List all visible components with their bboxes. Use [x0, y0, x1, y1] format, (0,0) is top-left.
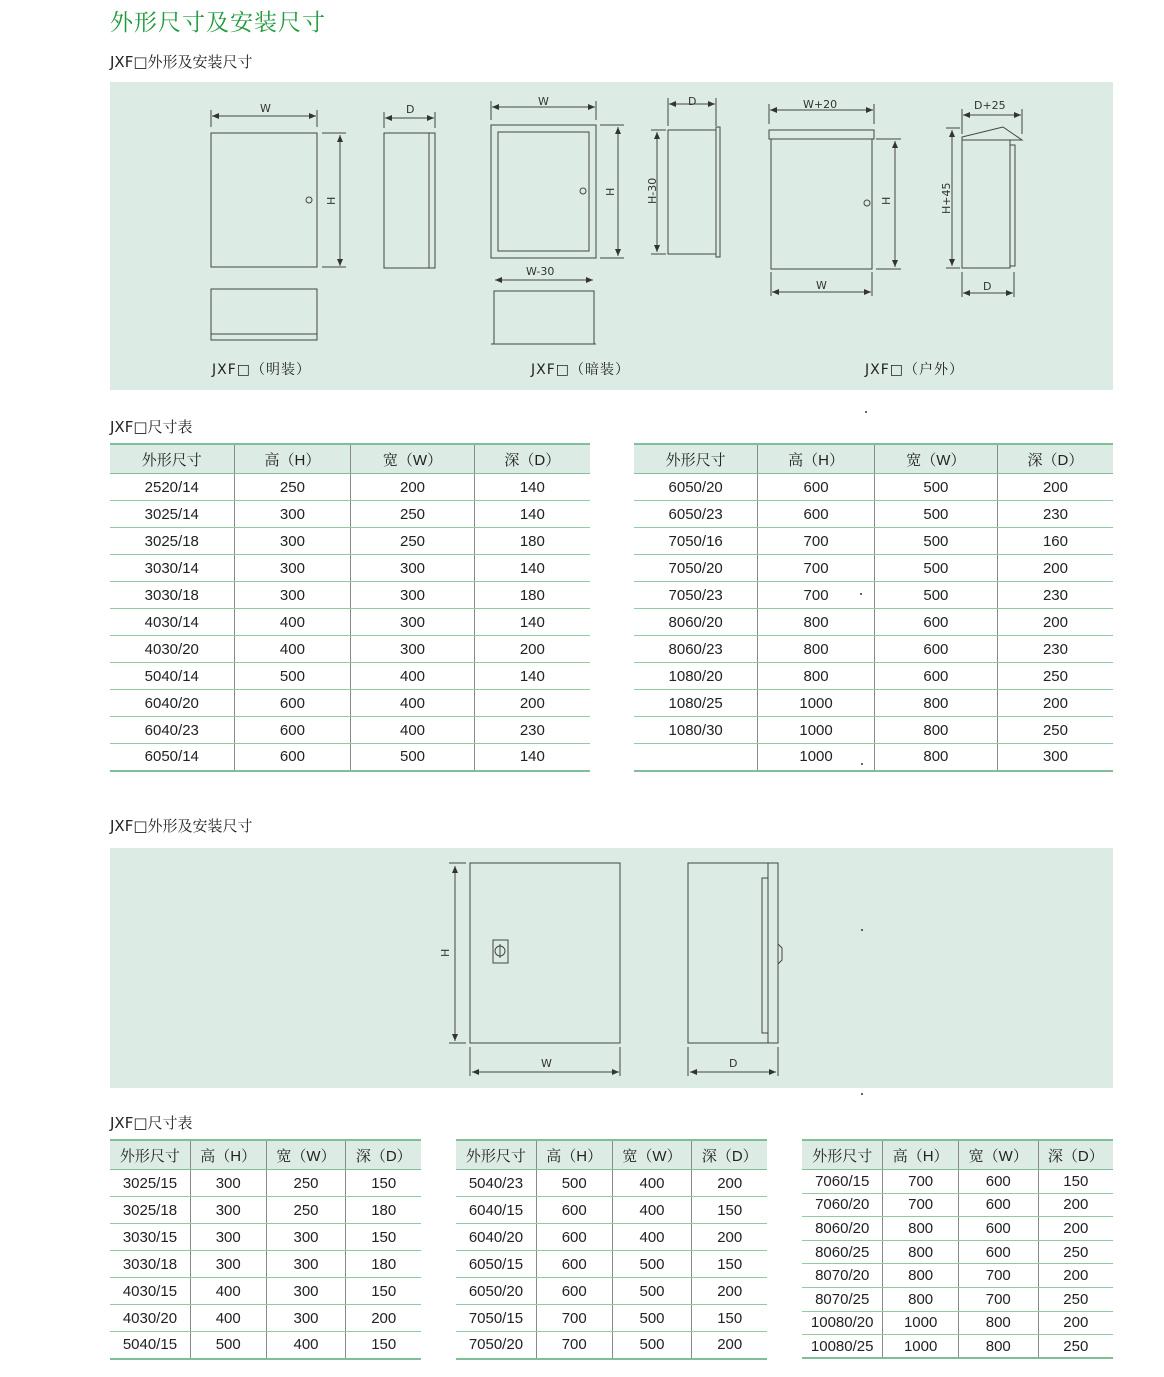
table-cell: 7050/20 — [634, 555, 758, 582]
table-cell: 800 — [883, 1264, 958, 1288]
table-cell: 600 — [958, 1240, 1038, 1264]
table-cell: 230 — [997, 582, 1113, 609]
table-cell: 200 — [692, 1224, 767, 1251]
table-cell: 3025/18 — [110, 528, 234, 555]
table-cell: 400 — [234, 636, 351, 663]
table-cell: 3030/18 — [110, 1251, 190, 1278]
size-table-2-b — [456, 1139, 767, 1360]
table-row — [456, 1251, 767, 1278]
label-w20: W+20 — [803, 98, 838, 111]
table-row — [634, 555, 1113, 582]
table-cell: 200 — [997, 555, 1113, 582]
table-cell: 250 — [1038, 1287, 1113, 1311]
table-cell: 3030/18 — [110, 582, 234, 609]
table-row — [634, 474, 1113, 501]
table-cell: 4030/14 — [110, 609, 234, 636]
table-cell: 200 — [997, 609, 1113, 636]
table-cell: 250 — [1038, 1240, 1113, 1264]
table-cell: 8070/25 — [802, 1287, 883, 1311]
table-cell: 200 — [692, 1332, 767, 1359]
table-cell: 300 — [234, 555, 351, 582]
column-header: 深（D） — [474, 444, 590, 474]
table-cell: 250 — [997, 717, 1113, 744]
surface-box-front — [211, 133, 317, 267]
table-cell: 300 — [266, 1278, 346, 1305]
table-cell: 500 — [874, 528, 997, 555]
table-row — [110, 528, 590, 555]
table-row — [634, 528, 1113, 555]
table-cell: 300 — [351, 582, 474, 609]
size-table-2-c — [802, 1139, 1113, 1359]
table-cell: 400 — [190, 1305, 266, 1332]
table-cell: 180 — [346, 1197, 421, 1224]
table-cell: 800 — [958, 1335, 1038, 1359]
caption-flush: JXF□（暗装） — [531, 362, 630, 378]
table-header-row — [456, 1140, 767, 1170]
column-header: 外形尺寸 — [110, 1140, 190, 1170]
table-cell: 200 — [351, 474, 474, 501]
table-row — [634, 582, 1113, 609]
table-cell: 200 — [692, 1278, 767, 1305]
table-row — [110, 609, 590, 636]
table-cell: 300 — [351, 555, 474, 582]
table-row — [802, 1311, 1113, 1335]
table-cell: 800 — [883, 1287, 958, 1311]
table-cell: 200 — [474, 690, 590, 717]
table-cell: 200 — [1038, 1264, 1113, 1288]
column-header: 外形尺寸 — [456, 1140, 536, 1170]
table-cell: 140 — [474, 501, 590, 528]
table-cell: 600 — [758, 501, 875, 528]
table-header-row — [802, 1140, 1113, 1170]
caption-surface: JXF□（明装） — [212, 362, 311, 378]
page-title: 外形尺寸及安装尺寸 — [110, 10, 326, 36]
column-header: 外形尺寸 — [634, 444, 758, 474]
table-row — [802, 1193, 1113, 1217]
label-h: H — [880, 196, 893, 205]
table-cell: 300 — [997, 744, 1113, 771]
table-cell: 160 — [997, 528, 1113, 555]
table-row — [634, 663, 1113, 690]
table-cell: 10080/25 — [802, 1335, 883, 1359]
dot-mark — [861, 763, 863, 765]
table-cell: 7060/15 — [802, 1170, 883, 1194]
table-cell: 3030/15 — [110, 1224, 190, 1251]
table-cell: 150 — [1038, 1170, 1113, 1194]
size-table-1-left — [110, 443, 590, 772]
table-row — [456, 1332, 767, 1359]
table-row — [456, 1197, 767, 1224]
table-cell: 250 — [1038, 1335, 1113, 1359]
column-header: 高（H） — [190, 1140, 266, 1170]
table-cell: 5040/14 — [110, 663, 234, 690]
table-cell: 1080/30 — [634, 717, 758, 744]
table-cell: 700 — [883, 1193, 958, 1217]
table-row — [456, 1170, 767, 1197]
table-cell: 150 — [692, 1251, 767, 1278]
table-cell: 6040/23 — [110, 717, 234, 744]
table-cell: 600 — [874, 636, 997, 663]
table-cell: 250 — [351, 501, 474, 528]
table-cell: 400 — [351, 717, 474, 744]
table-cell: 500 — [190, 1332, 266, 1359]
label-w: W — [260, 102, 271, 115]
table-cell: 3030/14 — [110, 555, 234, 582]
table-cell: 600 — [958, 1170, 1038, 1194]
table-cell: 200 — [997, 690, 1113, 717]
table-cell: 800 — [958, 1311, 1038, 1335]
table-cell: 5040/15 — [110, 1332, 190, 1359]
table-row — [110, 555, 590, 582]
table-cell: 400 — [234, 609, 351, 636]
table-row — [634, 744, 1113, 771]
table-cell: 7050/16 — [634, 528, 758, 555]
column-header: 宽（W） — [874, 444, 997, 474]
label-w: W — [816, 279, 827, 292]
table-cell: 500 — [536, 1170, 612, 1197]
table-cell: 6050/14 — [110, 744, 234, 771]
table-row — [110, 1224, 421, 1251]
table-cell: 500 — [612, 1305, 692, 1332]
section1-title: JXF□外形及安装尺寸 — [110, 53, 253, 71]
column-header: 宽（W） — [351, 444, 474, 474]
column-header: 高（H） — [234, 444, 351, 474]
table-cell: 500 — [612, 1278, 692, 1305]
table-cell: 300 — [190, 1170, 266, 1197]
column-header: 外形尺寸 — [802, 1140, 883, 1170]
table-row — [802, 1170, 1113, 1194]
table-cell: 400 — [266, 1332, 346, 1359]
table-cell: 6040/20 — [456, 1224, 536, 1251]
label-h: H — [604, 187, 617, 196]
table-cell: 4030/20 — [110, 636, 234, 663]
table-cell: 500 — [612, 1251, 692, 1278]
table-cell: 8060/23 — [634, 636, 758, 663]
table-cell: 200 — [474, 636, 590, 663]
table-cell: 600 — [536, 1251, 612, 1278]
table-cell: 6050/23 — [634, 501, 758, 528]
table-cell: 400 — [190, 1278, 266, 1305]
diagram-panel-1 — [110, 82, 1113, 390]
table-row — [802, 1335, 1113, 1359]
table-cell: 500 — [874, 555, 997, 582]
column-header: 深（D） — [346, 1140, 421, 1170]
table-row — [634, 717, 1113, 744]
table-cell: 7050/15 — [456, 1305, 536, 1332]
table-cell: 200 — [692, 1170, 767, 1197]
table-row — [110, 1332, 421, 1359]
table-cell: 140 — [474, 555, 590, 582]
table-cell: 600 — [758, 474, 875, 501]
table-cell: 400 — [612, 1170, 692, 1197]
table-cell: 1000 — [883, 1335, 958, 1359]
table-cell: 230 — [474, 717, 590, 744]
diagram-panel-2 — [110, 848, 1113, 1088]
table-row — [802, 1264, 1113, 1288]
table-cell: 6050/20 — [634, 474, 758, 501]
table-cell: 600 — [874, 663, 997, 690]
table-cell: 5040/23 — [456, 1170, 536, 1197]
table-cell: 800 — [758, 636, 875, 663]
column-header: 外形尺寸 — [110, 444, 234, 474]
label-w: W — [541, 1057, 552, 1070]
table-cell: 250 — [997, 663, 1113, 690]
table-row — [110, 1278, 421, 1305]
table-cell: 600 — [536, 1278, 612, 1305]
table-cell: 150 — [346, 1170, 421, 1197]
table-row — [110, 663, 590, 690]
table-header-row — [110, 1140, 421, 1170]
table-row — [456, 1305, 767, 1332]
table-cell: 300 — [234, 582, 351, 609]
table-cell: 180 — [346, 1251, 421, 1278]
column-header: 深（D） — [1038, 1140, 1113, 1170]
table-cell: 230 — [997, 636, 1113, 663]
table-cell: 600 — [234, 690, 351, 717]
column-header: 高（H） — [883, 1140, 958, 1170]
table-cell: 4030/15 — [110, 1278, 190, 1305]
table-row — [634, 690, 1113, 717]
table-cell: 500 — [234, 663, 351, 690]
table-cell: 600 — [958, 1193, 1038, 1217]
table-cell: 250 — [351, 528, 474, 555]
table-cell: 1080/25 — [634, 690, 758, 717]
table-cell: 700 — [758, 582, 875, 609]
table-cell: 1000 — [758, 690, 875, 717]
table2-title: JXF□尺寸表 — [110, 1114, 193, 1132]
size-table-1-right — [634, 443, 1113, 772]
table-row — [110, 1197, 421, 1224]
dot-mark — [861, 1093, 863, 1095]
dot-mark — [865, 411, 867, 413]
label-d: D — [406, 103, 415, 116]
table-cell: 200 — [997, 474, 1113, 501]
table-cell: 8070/20 — [802, 1264, 883, 1288]
table-row — [110, 501, 590, 528]
table-header-row — [110, 444, 590, 474]
label-h: H — [325, 196, 338, 205]
enclosure-drawings-2 — [110, 848, 1113, 1088]
column-header: 宽（W） — [958, 1140, 1038, 1170]
table-cell: 300 — [351, 636, 474, 663]
table-cell: 7050/20 — [456, 1332, 536, 1359]
table-cell: 150 — [346, 1224, 421, 1251]
table-cell: 7060/20 — [802, 1193, 883, 1217]
table-row — [802, 1287, 1113, 1311]
table-cell: 300 — [351, 609, 474, 636]
table-cell: 600 — [874, 609, 997, 636]
table-cell: 180 — [474, 528, 590, 555]
table-row — [634, 636, 1113, 663]
table-cell: 300 — [234, 501, 351, 528]
table-cell: 6040/20 — [110, 690, 234, 717]
label-h45: H+45 — [940, 182, 953, 214]
table-row — [110, 1305, 421, 1332]
table-row — [802, 1240, 1113, 1264]
table-cell: 150 — [346, 1332, 421, 1359]
table-cell: 600 — [958, 1217, 1038, 1241]
table-cell: 300 — [234, 528, 351, 555]
column-header: 宽（W） — [612, 1140, 692, 1170]
label-w: W — [538, 95, 549, 108]
table-cell: 800 — [758, 609, 875, 636]
label-d: D — [729, 1057, 738, 1070]
table-cell: 700 — [958, 1287, 1038, 1311]
table-row — [456, 1224, 767, 1251]
table-row — [110, 636, 590, 663]
table-row — [802, 1217, 1113, 1241]
table-cell: 700 — [536, 1332, 612, 1359]
table-row — [456, 1278, 767, 1305]
caption-outdoor: JXF□（户外） — [865, 362, 964, 378]
column-header: 高（H） — [536, 1140, 612, 1170]
table-cell: 1000 — [883, 1311, 958, 1335]
table-cell: 250 — [266, 1170, 346, 1197]
table-cell: 300 — [190, 1197, 266, 1224]
label-h30: H-30 — [646, 177, 659, 204]
table-cell: 3025/14 — [110, 501, 234, 528]
table-cell: 200 — [346, 1305, 421, 1332]
table-cell: 800 — [883, 1217, 958, 1241]
table-row — [634, 609, 1113, 636]
table-cell: 500 — [351, 744, 474, 771]
table-cell: 1080/20 — [634, 663, 758, 690]
table-cell: 600 — [234, 744, 351, 771]
table-cell: 7050/23 — [634, 582, 758, 609]
column-header: 宽（W） — [266, 1140, 346, 1170]
table-cell: 300 — [266, 1305, 346, 1332]
table-cell: 150 — [346, 1278, 421, 1305]
table-cell: 200 — [1038, 1217, 1113, 1241]
table-header-row — [634, 444, 1113, 474]
table-row — [634, 501, 1113, 528]
table-cell: 300 — [266, 1251, 346, 1278]
table-cell: 500 — [874, 582, 997, 609]
table-cell: 700 — [758, 528, 875, 555]
column-header: 深（D） — [692, 1140, 767, 1170]
table-row — [110, 582, 590, 609]
table-cell: 1000 — [758, 717, 875, 744]
dot-mark — [860, 593, 862, 595]
table-cell: 250 — [266, 1197, 346, 1224]
label-d25: D+25 — [974, 99, 1006, 112]
table-cell: 6050/20 — [456, 1278, 536, 1305]
table-cell: 250 — [234, 474, 351, 501]
dot-mark — [861, 929, 863, 931]
table1-title: JXF□尺寸表 — [110, 418, 193, 436]
table-cell: 2520/14 — [110, 474, 234, 501]
table-cell: 200 — [1038, 1193, 1113, 1217]
table-cell: 400 — [351, 690, 474, 717]
table-row — [110, 474, 590, 501]
table-cell: 140 — [474, 744, 590, 771]
table-cell: 500 — [612, 1332, 692, 1359]
table-row — [110, 1170, 421, 1197]
table-cell: 3025/18 — [110, 1197, 190, 1224]
table-cell: 600 — [536, 1197, 612, 1224]
table-cell: 200 — [1038, 1311, 1113, 1335]
table-cell: 500 — [874, 501, 997, 528]
table-cell: 150 — [692, 1305, 767, 1332]
table-cell: 800 — [758, 663, 875, 690]
table-cell: 140 — [474, 663, 590, 690]
section2-title: JXF□外形及安装尺寸 — [110, 817, 253, 835]
label-h: H — [439, 948, 452, 957]
column-header: 深（D） — [997, 444, 1113, 474]
table-cell: 300 — [190, 1224, 266, 1251]
table-cell: 230 — [997, 501, 1113, 528]
enclosure-drawings-1 — [110, 82, 1113, 390]
table-cell: 140 — [474, 609, 590, 636]
table-cell: 6050/15 — [456, 1251, 536, 1278]
table-row — [110, 717, 590, 744]
table-cell: 300 — [190, 1251, 266, 1278]
table-cell: 400 — [612, 1224, 692, 1251]
column-header: 高（H） — [758, 444, 875, 474]
table-cell: 700 — [883, 1170, 958, 1194]
table-cell: 800 — [874, 744, 997, 771]
table-cell: 180 — [474, 582, 590, 609]
table-cell: 150 — [692, 1197, 767, 1224]
table-cell: 6040/15 — [456, 1197, 536, 1224]
table-cell: 500 — [874, 474, 997, 501]
label-d: D — [688, 95, 697, 108]
size-table-2-a — [110, 1139, 421, 1360]
table-cell: 800 — [883, 1240, 958, 1264]
table-cell: 400 — [351, 663, 474, 690]
table-cell: 10080/20 — [802, 1311, 883, 1335]
table-cell: 600 — [234, 717, 351, 744]
table-cell: 3025/15 — [110, 1170, 190, 1197]
table-row — [110, 1251, 421, 1278]
table-cell: 400 — [612, 1197, 692, 1224]
table-cell — [634, 744, 758, 771]
table-row — [110, 744, 590, 771]
table-row — [110, 690, 590, 717]
table-cell: 800 — [874, 717, 997, 744]
table-cell: 800 — [874, 690, 997, 717]
table-cell: 8060/20 — [634, 609, 758, 636]
table-cell: 8060/20 — [802, 1217, 883, 1241]
table-cell: 140 — [474, 474, 590, 501]
label-w30: W-30 — [526, 265, 555, 278]
table-cell: 700 — [958, 1264, 1038, 1288]
table-cell: 4030/20 — [110, 1305, 190, 1332]
table-cell: 8060/25 — [802, 1240, 883, 1264]
table-cell: 600 — [536, 1224, 612, 1251]
table-cell: 300 — [266, 1224, 346, 1251]
table-cell: 1000 — [758, 744, 875, 771]
table-cell: 700 — [758, 555, 875, 582]
label-d: D — [983, 280, 992, 293]
table-cell: 700 — [536, 1305, 612, 1332]
